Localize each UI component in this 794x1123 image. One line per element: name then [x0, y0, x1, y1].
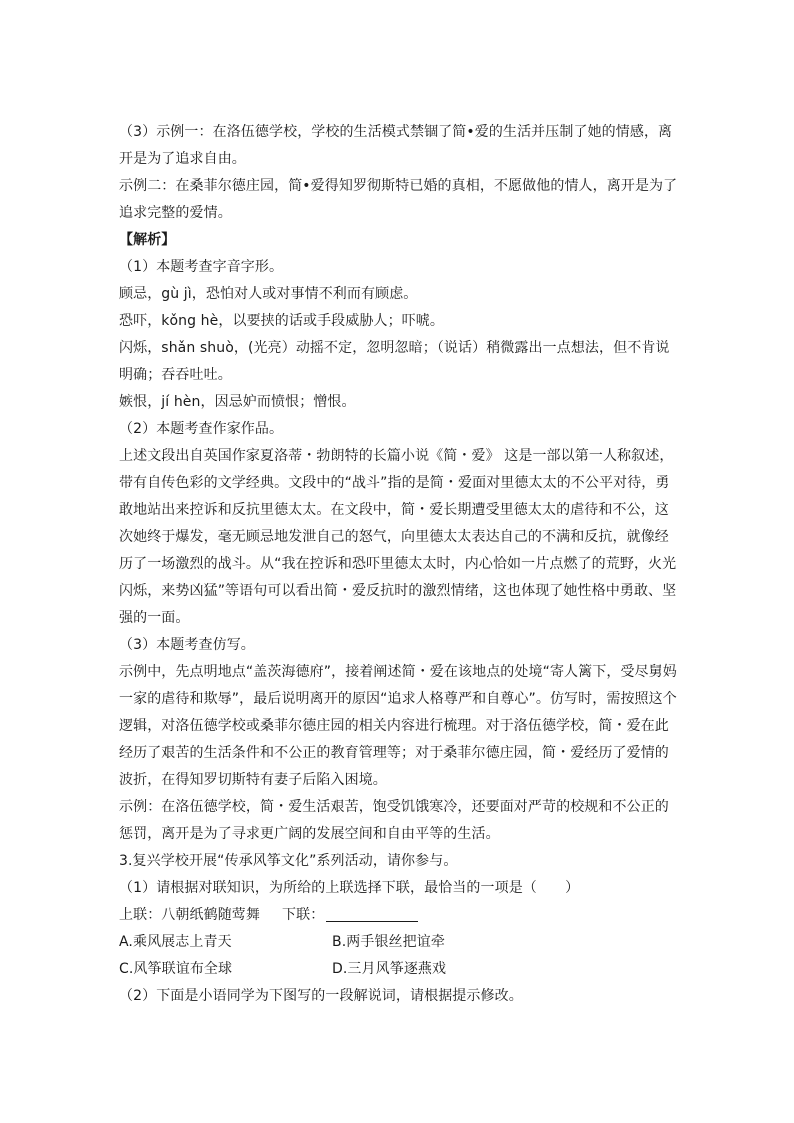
analysis-heading: 【解析】	[119, 232, 176, 248]
analysis-1-heading: （1）本题考查字音字形。	[119, 259, 284, 275]
word-kong-he: 恐吓，kǒng hè，以要挟的话或手段威胁人；吓唬。	[119, 313, 444, 329]
option-b: B.两手银丝把谊牵	[332, 934, 445, 950]
question-3-sub2: （2）下面是小语同学为下图写的一段解说词，请根据提示修改。	[119, 988, 523, 1004]
q3-example-two: 示例二：在桑菲尔德庄园，简•爱得知罗彻斯特已婚的真相，不愿做他的情人，离开是为了追求完整的爱情。	[119, 178, 678, 221]
q3-example-one: （3）示例一：在洛伍德学校，学校的生活模式禁锢了简•爱的生活并压制了她的情感，离开是为了追求自由。	[119, 124, 673, 167]
options-row-1	[119, 929, 679, 956]
analysis-2-heading: （2）本题考查作家作品。	[119, 421, 284, 437]
question-3-sub1: （1）请根据对联知识，为所给的上联选择下联，最恰当的一项是（ ）	[119, 880, 580, 896]
answer-content	[119, 119, 679, 1010]
option-c: C.风筝联谊布全球	[119, 961, 233, 977]
option-a: A.乘风展志上青天	[119, 934, 232, 950]
word-ji-hen: 嫉恨，jí hèn，因忌妒而愤恨；憎恨。	[119, 394, 356, 410]
couplet-line	[119, 902, 679, 929]
analysis-3-example: 示例：在洛伍德学校，简・爱生活艰苦，饱受饥饿寒冷，还要面对严苛的校规和不公正的惩罚，离开是为了寻求更广阔的发展空间和自由平等的生活。	[119, 799, 669, 842]
analysis-3-body: 示例中，先点明地点“盖茨海德府”，接着阐述简・爱在该地点的处境“寄人篱下，受尽舅妈一家的虐待和欺辱”，最后说明离开的原因“追求人格尊严和自尊心”。仿写时，需按照这个逻辑，对洛伍德学校或桑菲尔德庄园的相关内容进行梳理。对于洛伍德学校，简・爱在此经历了艰苦的生活条件和不公正的教育管理等；对于桑菲尔德庄园，简・爱经历了爱情的波折，在得知罗切斯特有妻子后陷入困境。	[119, 664, 677, 788]
couplet-lower-label: 下联：	[282, 907, 325, 923]
couplet-upper: 上联：八朝纸鹤随莺舞	[119, 907, 260, 923]
analysis-3-heading: （3）本题考查仿写。	[119, 637, 255, 653]
option-d: D.三月风筝逐燕戏	[332, 961, 447, 977]
analysis-2-body: 上述文段出自英国作家夏洛蒂・勃朗特的长篇小说《简・爱》 这是一部以第一人称叙述，带有自传色彩的文学经典。文段中的“战斗”指的是简・爱面对里德太太的不公平对待，勇敢地站出来控诉和反抗里德太太。在文段中，简・爱长期遭受里德太太的虐待和不公，这次她终于爆发，毫无顾忌地发泄自己的怒气，向里德太太表达自己的不满和反抗，就像经历了一场激烈的战斗。从“我在控诉和恐吓里德太太时，内心恰如一片点燃了的荒野，火光闪烁，来势凶猛”等语句可以看出简・爱反抗时的激烈情绪，这也体现了她性格中勇敢、坚强的一面。	[119, 448, 677, 626]
word-shan-shuo: 闪烁，shǎn shuò，(光亮）动摇不定，忽明忽暗；（说话）稍微露出一点想法，但不肯说明确；吞吞吐吐。	[119, 340, 670, 383]
answer-blank	[326, 905, 418, 922]
word-gu-ji: 顾忌，gù jì，恐怕对人或对事情不利而有顾虑。	[119, 286, 418, 302]
question-3-title: 3.复兴学校开展“传承风筝文化”系列活动，请你参与。	[119, 853, 458, 869]
options-row-2	[119, 956, 679, 983]
